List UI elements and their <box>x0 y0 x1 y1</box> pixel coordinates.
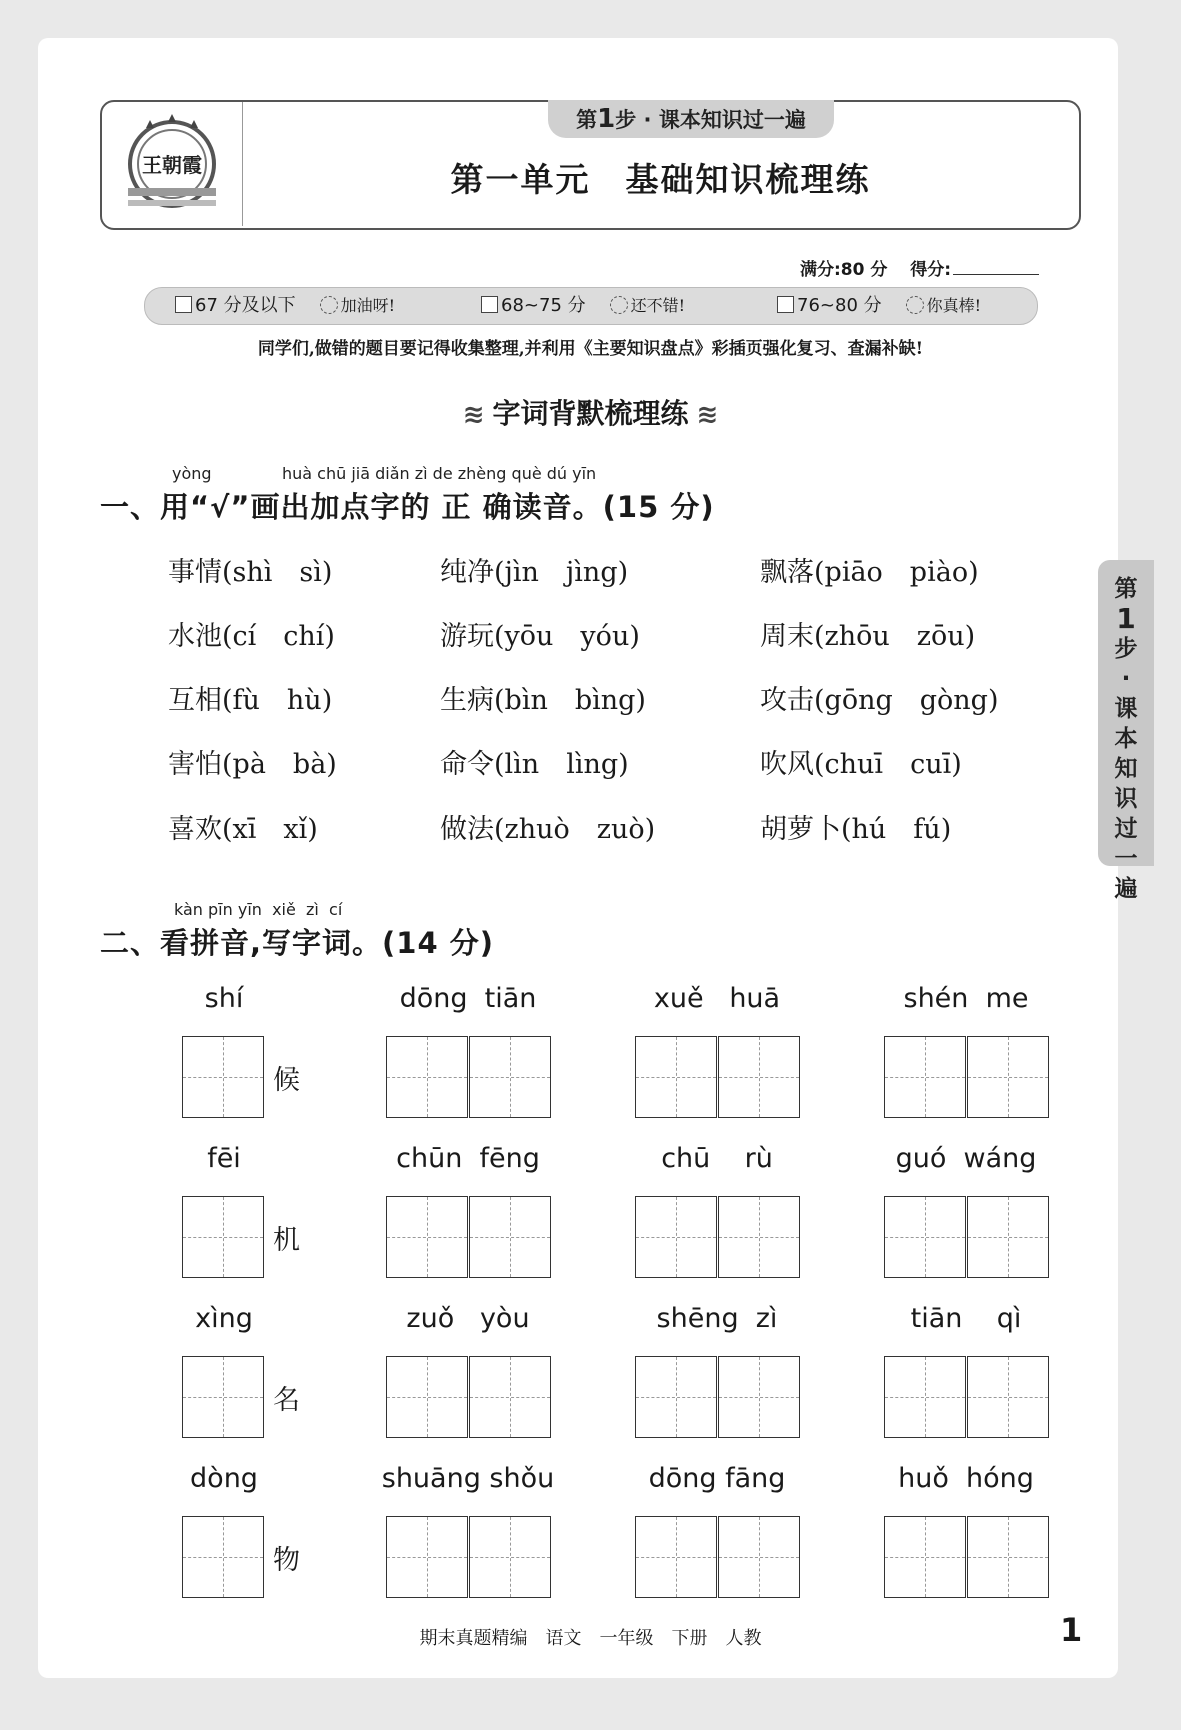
q2-pinyin-label: xuě huā <box>653 983 781 1014</box>
score-line <box>800 255 1039 280</box>
writing-grid-box[interactable] <box>469 1036 551 1118</box>
q2-pinyin-label: xìng <box>195 1303 253 1334</box>
q2-suffix-char: 名 <box>273 1385 300 1416</box>
q1-word-item[interactable]: 飘落(piāo piào) <box>760 557 979 588</box>
q2-suffix-char: 候 <box>273 1065 300 1096</box>
q2-suffix-char: 物 <box>273 1545 300 1576</box>
q1-word-item[interactable]: 事情(shì sì) <box>168 557 333 588</box>
q1-word-item[interactable]: 纯净(jìn jìng) <box>440 557 629 588</box>
writing-grid-box[interactable] <box>182 1516 264 1598</box>
writing-grid-box[interactable] <box>386 1516 468 1598</box>
side-tab-char: 本 <box>1114 726 1138 752</box>
q1-word-item[interactable]: 喜欢(xī xǐ) <box>168 814 318 845</box>
writing-grid-box[interactable] <box>884 1196 966 1278</box>
q2-pinyin: kàn pīn yīn xiě zì cí <box>174 900 343 919</box>
q1-heading: 一、用“√”画出加点字的 正 确读音。(15 分) <box>100 490 715 524</box>
unit-title: 第一单元 基础知识梳理练 <box>450 160 871 199</box>
rank-checkbox[interactable] <box>481 296 498 313</box>
q2-pinyin-label: fēi <box>207 1143 241 1174</box>
q1-word-item[interactable]: 胡萝卜(hú fú) <box>760 814 952 845</box>
writing-grid-box[interactable] <box>635 1196 717 1278</box>
writing-grid-box[interactable] <box>469 1356 551 1438</box>
section-title: ≋ 字词背默梳理练 ≋ <box>462 397 719 430</box>
header-box <box>100 100 1081 230</box>
q2-pinyin-label: dōng fāng <box>648 1463 786 1494</box>
q1-pinyin-rest: huà chū jiā diǎn zì de zhèng què dú yīn <box>282 464 597 483</box>
wave-icon: ≋ <box>462 400 485 430</box>
side-tab-char: 步 <box>1114 636 1138 662</box>
rank-checkbox[interactable] <box>175 296 192 313</box>
side-tab-char: 课 <box>1114 696 1138 722</box>
writing-grid-box[interactable] <box>469 1196 551 1278</box>
q2-pinyin-label: huǒ hóng <box>898 1463 1034 1494</box>
q2-heading: 二、看拼音,写字词。(14 分) <box>100 926 494 960</box>
wave-icon: ≋ <box>696 400 719 430</box>
q1-word-item[interactable]: 互相(fù hù) <box>168 685 333 716</box>
side-step-tab <box>1098 560 1154 902</box>
notice-text: 同学们,做错的题目要记得收集整理,并利用《主要知识盘点》彩插页强化复习、查漏补缺! <box>257 339 924 359</box>
writing-grid-box[interactable] <box>967 1036 1049 1118</box>
q2-pinyin-label: shí <box>204 983 244 1014</box>
q2-pinyin-label: shēng zì <box>656 1303 778 1334</box>
q2-pinyin-label: tiān qì <box>910 1303 1022 1334</box>
side-tab-char: 1 <box>1116 602 1136 635</box>
writing-grid-box[interactable] <box>635 1036 717 1118</box>
writing-grid-box[interactable] <box>967 1516 1049 1598</box>
q2-pinyin-label: chū rù <box>661 1143 773 1174</box>
q1-word-item[interactable]: 命令(lìn lìng) <box>440 749 629 780</box>
side-tab-char: 一 <box>1114 846 1138 872</box>
q1-word-item[interactable]: 游玩(yōu yóu) <box>440 621 640 652</box>
q2-pinyin-label: dòng <box>190 1463 258 1494</box>
side-tab-char: · <box>1121 666 1131 692</box>
writing-grid-box[interactable] <box>386 1196 468 1278</box>
q1-word-item[interactable]: 害怕(pà bà) <box>168 749 337 780</box>
page-number: 1 <box>1060 1611 1083 1649</box>
smiley-icon <box>610 296 628 314</box>
q2-pinyin-label: shén me <box>903 983 1029 1014</box>
q1-word-item[interactable]: 生病(bìn bìng) <box>440 685 646 716</box>
q2-pinyin-label: zuǒ yòu <box>406 1303 530 1334</box>
footer-text: 期末真题精编 语文 一年级 下册 人教 <box>419 1628 762 1649</box>
writing-grid-box[interactable] <box>386 1356 468 1438</box>
rank-checkbox[interactable] <box>777 296 794 313</box>
q2-suffix-char: 机 <box>273 1225 300 1256</box>
q2-pinyin-label: dōng tiān <box>399 983 537 1014</box>
writing-grid-box[interactable] <box>182 1196 264 1278</box>
side-tab-char: 过 <box>1114 816 1138 842</box>
side-tab-char: 第 <box>1114 576 1138 602</box>
publisher-logo <box>120 110 224 218</box>
q2-pinyin-label: chūn fēng <box>396 1143 540 1174</box>
writing-grid-box[interactable] <box>718 1356 800 1438</box>
q1-word-item[interactable]: 周末(zhōu zōu) <box>760 621 976 652</box>
side-tab-text <box>1098 574 1154 904</box>
writing-grid-box[interactable] <box>386 1036 468 1118</box>
writing-grid-box[interactable] <box>718 1196 800 1278</box>
q1-word-item[interactable]: 攻击(gōng gòng) <box>760 685 999 716</box>
writing-grid-box[interactable] <box>469 1516 551 1598</box>
writing-grid-box[interactable] <box>967 1196 1049 1278</box>
side-tab-char: 知 <box>1114 756 1138 782</box>
full-score: 满分:80 分 <box>800 260 888 280</box>
rank-bar <box>144 287 1038 325</box>
writing-grid-box[interactable] <box>884 1356 966 1438</box>
writing-grid-box[interactable] <box>718 1036 800 1118</box>
side-tab-char: 识 <box>1114 786 1138 812</box>
writing-grid-box[interactable] <box>884 1516 966 1598</box>
svg-text:王朝霞: 王朝霞 <box>142 153 202 177</box>
q1-word-item[interactable]: 水池(cí chí) <box>168 621 335 652</box>
writing-grid-box[interactable] <box>635 1516 717 1598</box>
writing-grid-box[interactable] <box>884 1036 966 1118</box>
writing-grid-box[interactable] <box>182 1356 264 1438</box>
writing-grid-box[interactable] <box>967 1356 1049 1438</box>
step-tab: 第1步 · 课本知识过一遍 <box>548 100 834 138</box>
rank-item-1: 67 分及以下 加油呀! <box>175 288 395 324</box>
score-blank[interactable] <box>953 274 1039 275</box>
q1-word-item[interactable]: 做法(zhuò zuò) <box>440 814 656 845</box>
q1-pinyin-yong: yòng <box>172 464 212 483</box>
q1-word-item[interactable]: 吹风(chuī cuī) <box>760 749 962 780</box>
side-tab-char: 遍 <box>1114 876 1138 902</box>
score-label: 得分: <box>910 260 952 280</box>
writing-grid-box[interactable] <box>718 1516 800 1598</box>
smiley-icon <box>906 296 924 314</box>
smiley-icon <box>320 296 338 314</box>
rank-item-2: 68~75 分 还不错! <box>481 288 685 324</box>
writing-grid-box[interactable] <box>182 1036 264 1118</box>
q2-pinyin-label: guó wáng <box>895 1143 1037 1174</box>
writing-grid-box[interactable] <box>635 1356 717 1438</box>
q2-pinyin-label: shuāng shǒu <box>381 1463 555 1494</box>
rank-item-3: 76~80 分 你真棒! <box>777 288 981 324</box>
